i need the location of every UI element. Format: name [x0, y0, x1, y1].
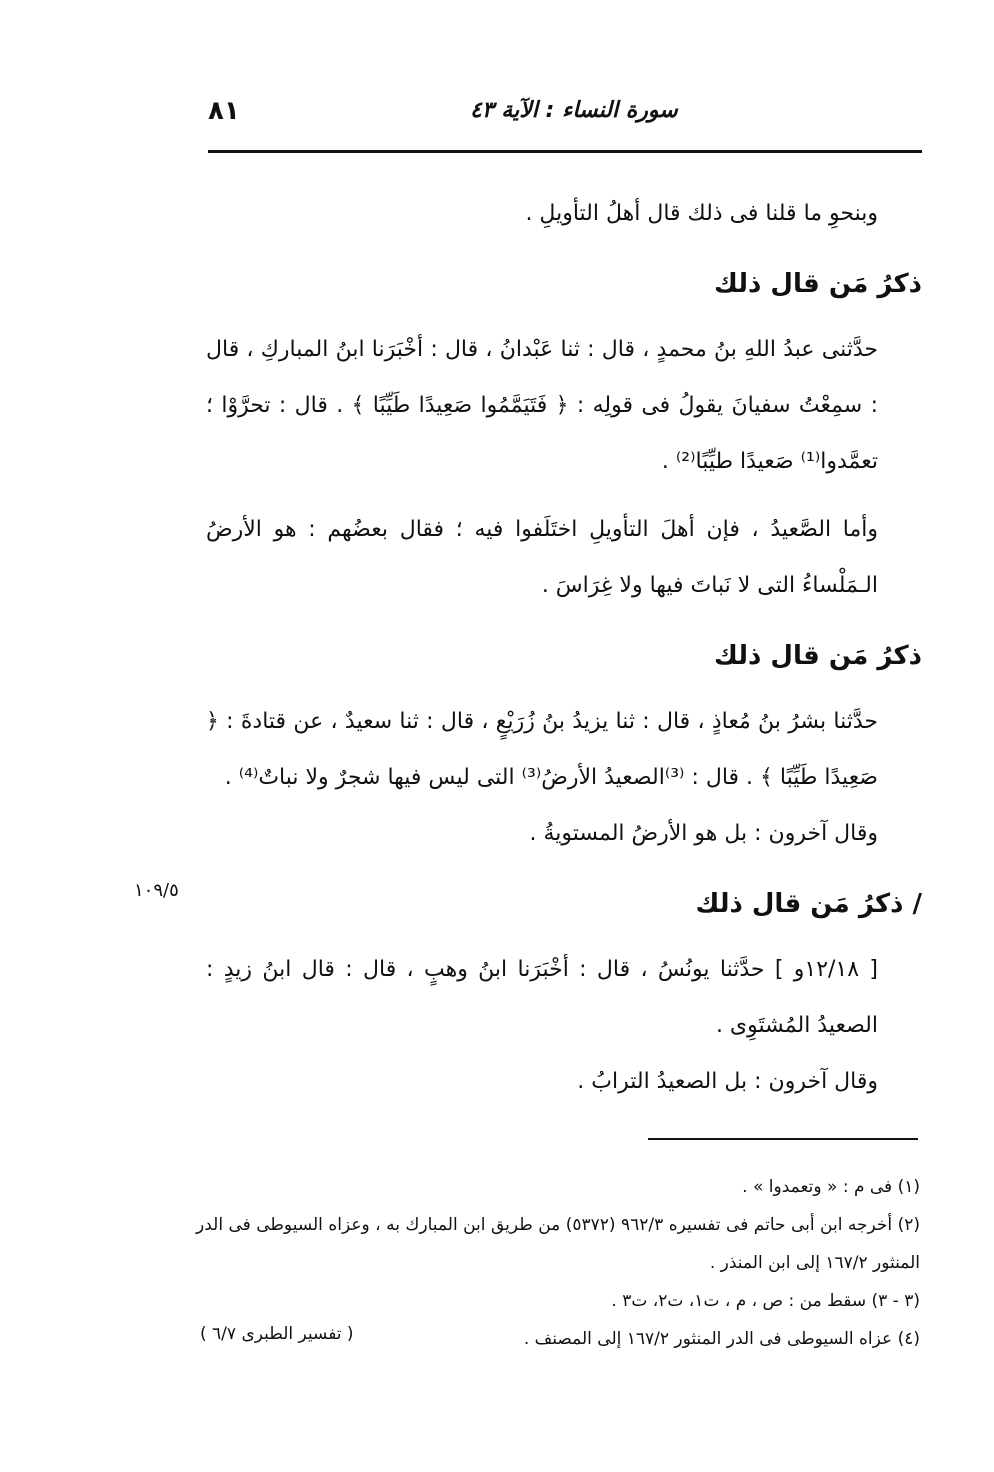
- section-heading-1: ذكرُ مَن قال ذلك: [714, 269, 922, 299]
- footnote-2: (٢) أخرجه ابن أبى حاتم فى تفسيره ٩٦٢/٣ (٥٣٧٢) من طريق ابن المبارك به ، وعزاه السيوطى فى الدر المنثور ١٦٧/٢ إلى ابن المنذر .: [196, 1215, 921, 1273]
- page-header: [208, 96, 920, 146]
- paragraph-3: وأما الصَّعيدُ ، فإن أهلَ التأويلِ اختَلَفوا فيه ؛ فقال بعضُهم : هو الأرضُ الـمَلْساءُ التى لا نَباتَ فيها ولا غِرَاسَ .: [206, 517, 878, 598]
- paragraph-7: وقال آخرون : بل الصعيدُ الترابُ .: [577, 1069, 878, 1094]
- spacer: [206, 490, 922, 502]
- footnote-4: (٤) عزاه السيوطى فى الدر المنثور ١٦٧/٢ إلى المصنف .: [523, 1329, 920, 1349]
- paragraph-6: [ ١٢/١٨و ] حدَّثنا يونُسُ ، قال : أخْبَرَنا ابنُ وهبٍ ، قال : قال ابنُ زيدٍ : الصعيدُ المُشتَوِى .: [206, 957, 879, 1038]
- header-rule: [208, 150, 922, 153]
- paragraph-4: حدَّثنا بشرُ بنُ مُعاذٍ ، قال : ثنا يزيدُ بنُ زُرَيْعٍ ، قال : ثنا سعيدٌ ، عن قتادةَ : ﴿ صَعِيدًا طَيِّبًا ﴾ . قال : ⁽³⁾الصعيدُ الأرضُ⁽³⁾ التى ليس فيها شجرٌ ولا نباتٌ⁽⁴⁾ .: [206, 709, 878, 790]
- section-heading-3: / ذكرُ مَن قال ذلك: [695, 889, 922, 919]
- running-title: سورة النساء : الآية ٤٣: [470, 98, 678, 123]
- footnote-3: (٣ - ٣) سقط من : ص ، م ، ت١، ت٢، ت٣ .: [611, 1291, 920, 1311]
- page-number: ٨١: [208, 96, 240, 126]
- paragraph-5: وقال آخرون : بل هو الأرضُ المستويةُ .: [529, 821, 878, 846]
- paragraph-1: وبنحوِ ما قلنا فى ذلك قال أهلُ التأويلِ .: [525, 201, 878, 226]
- book-signature: ( تفسير الطبرى ٦/٧ ): [200, 1324, 354, 1344]
- section-heading-2: ذكرُ مَن قال ذلك: [714, 641, 922, 671]
- footnote-rule: [648, 1138, 918, 1140]
- paragraph-2: حدَّثنى عبدُ اللهِ بنُ محمدٍ ، قال : ثنا عَبْدانُ ، قال : أخْبَرَنا ابنُ المباركِ ، قال : سمِعْتُ سفيانَ يقولُ فى قولِه : ﴿ فَتَيَمَّمُوا صَعِيدًا طَيِّبًا ﴾ . قال : تحرَّوْا ؛ تعمَّدوا⁽¹⁾ صَعيدًا طيِّبًا⁽²⁾ .: [206, 337, 878, 474]
- main-text: [206, 186, 922, 1110]
- footnote-1: (١) فى م : « وتعمدوا » .: [742, 1177, 920, 1197]
- margin-reference: ١٠٩/٥: [134, 880, 179, 901]
